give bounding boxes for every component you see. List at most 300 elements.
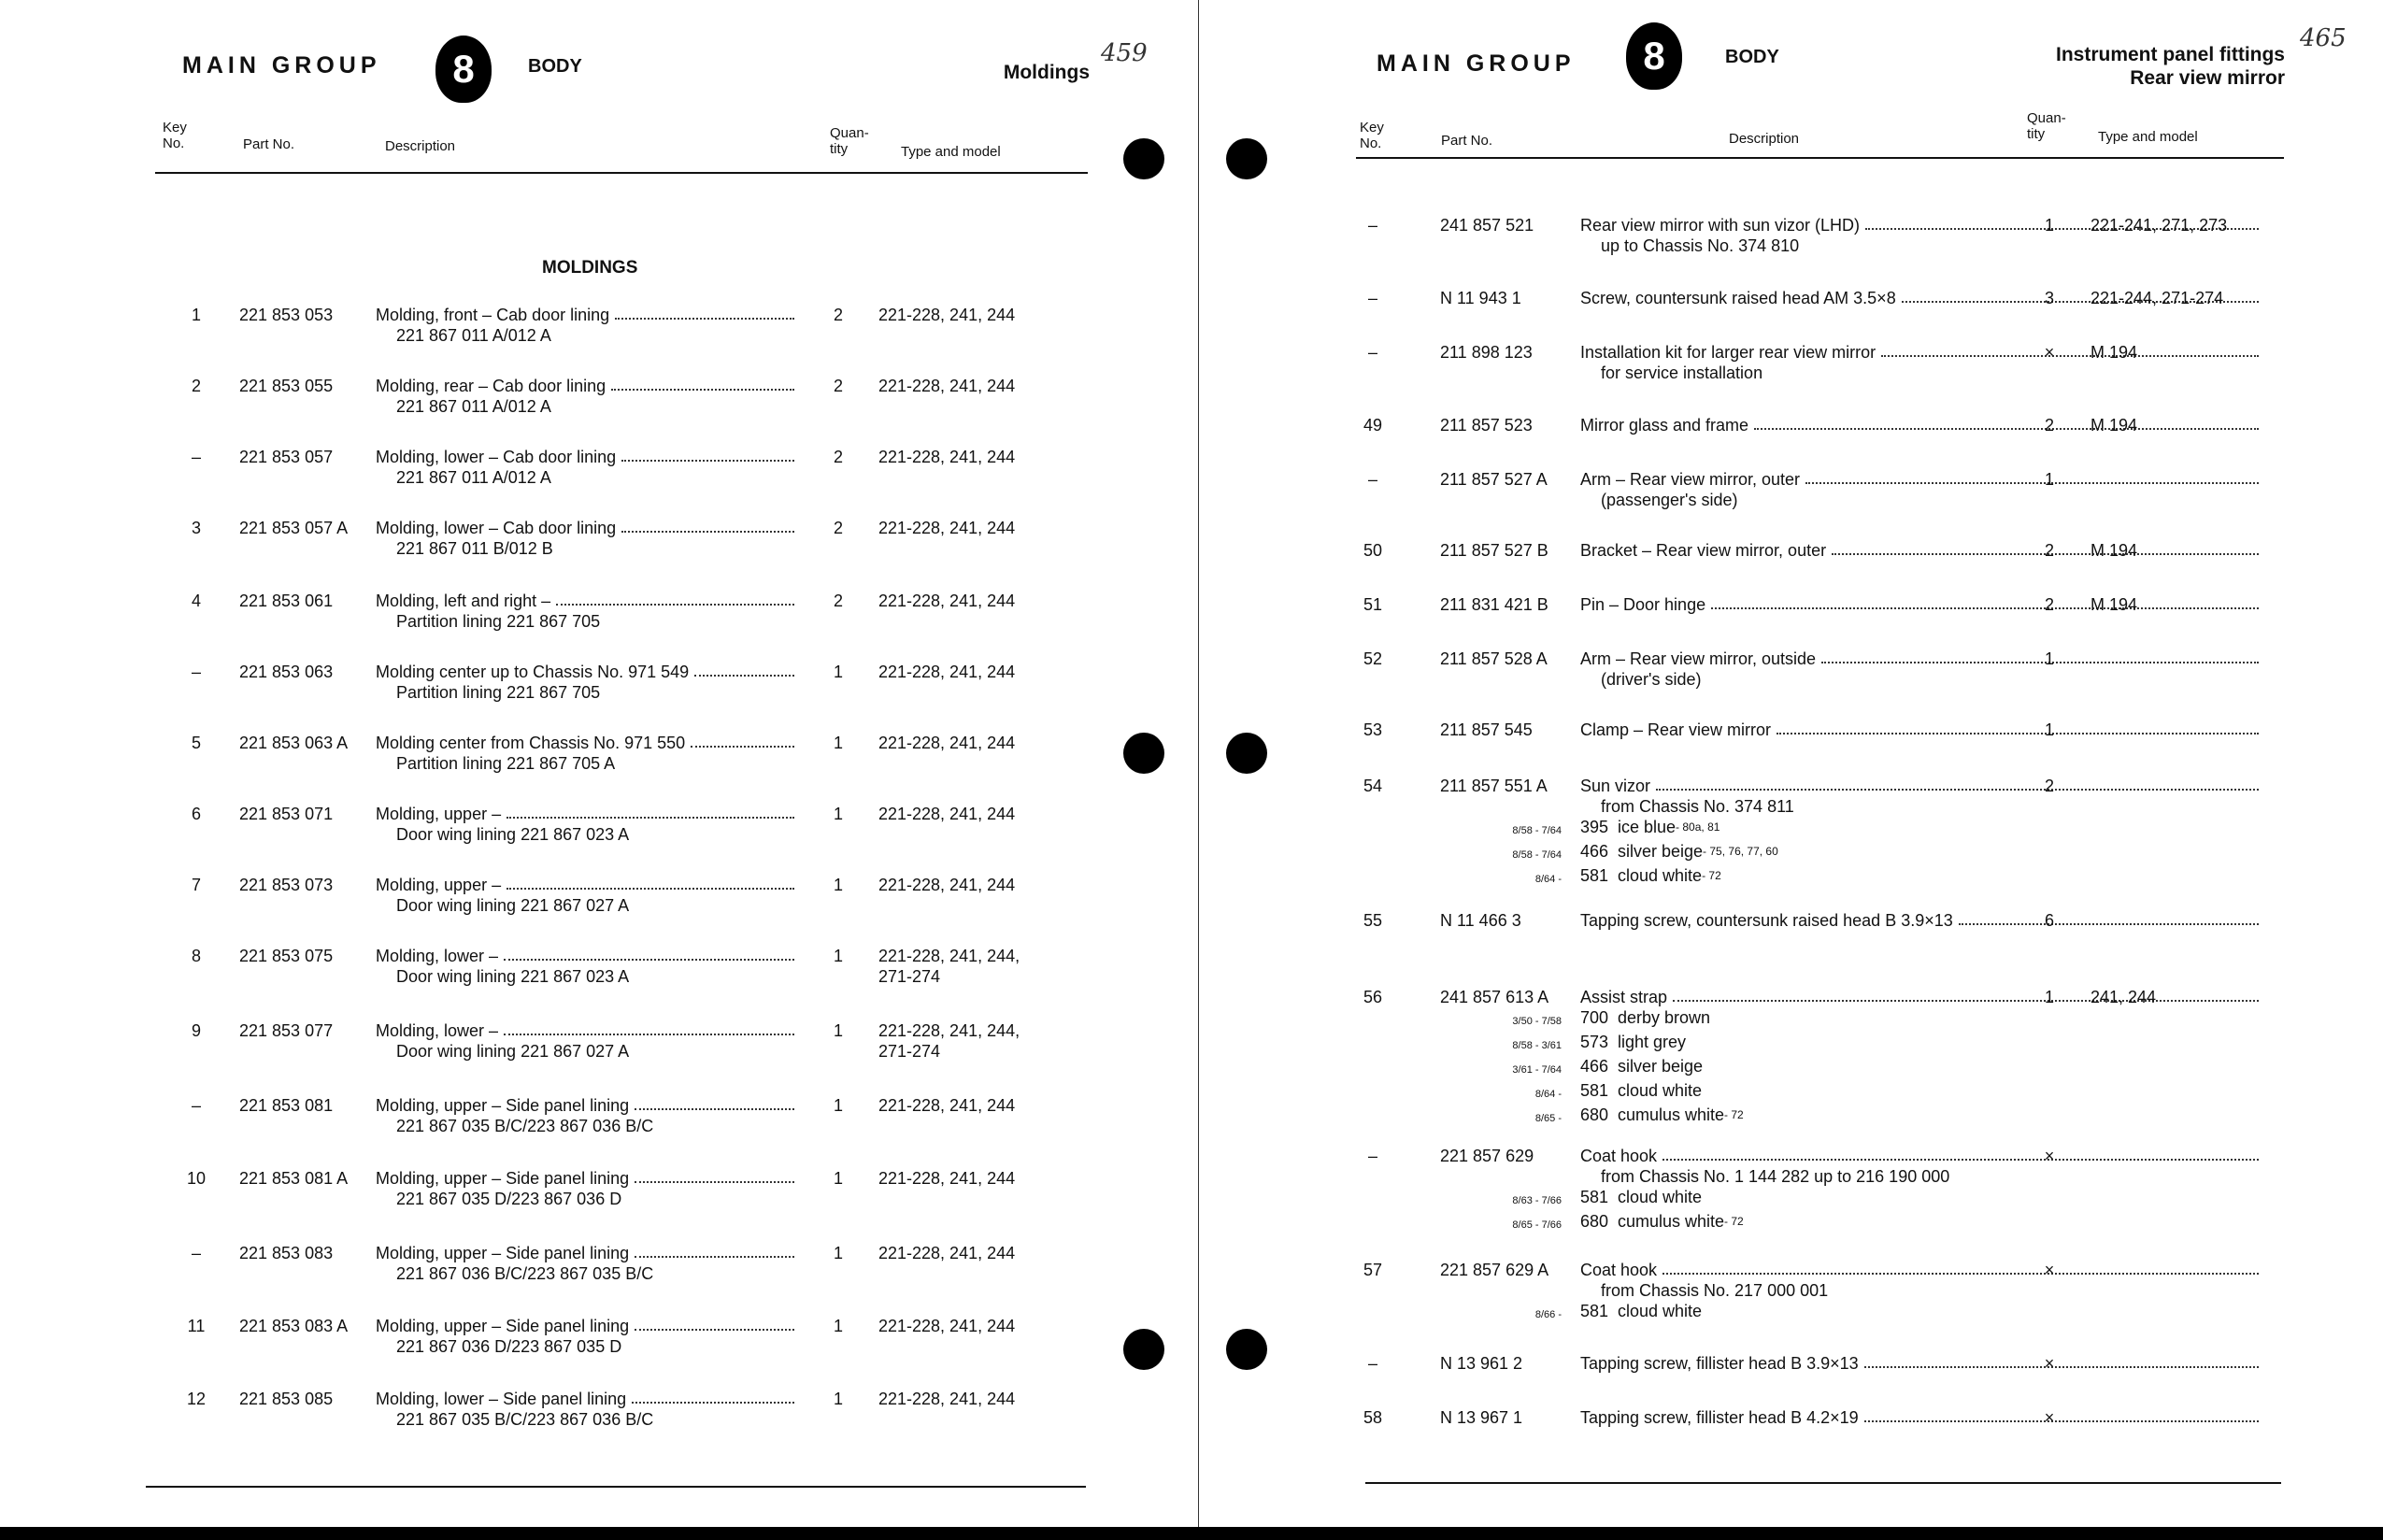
description-text: Tapping screw, fillister head B 4.2×19	[1580, 1408, 1859, 1427]
type-model-line: M 194	[2090, 416, 2138, 435]
variant-color-code: 466	[1580, 1057, 1609, 1076]
section-title-line2: Rear view mirror	[2130, 67, 2285, 89]
quantity: 1	[833, 1390, 843, 1408]
dot-leader	[615, 305, 794, 320]
description	[1580, 1353, 2262, 1374]
part-number: 211 857 528 A	[1440, 649, 1548, 668]
header-quantity: Quan- tity	[830, 125, 869, 157]
description-subline: 221 867 011 A/012 A	[396, 397, 551, 416]
description-text: Molding, upper – Side panel lining	[376, 1169, 630, 1188]
description	[376, 662, 798, 703]
header-description: Description	[1729, 131, 1800, 147]
quantity: 1	[833, 734, 843, 752]
description-text: Molding, upper – Side panel lining	[376, 1317, 630, 1335]
description-text: Molding, lower – Side panel lining	[376, 1390, 627, 1408]
key-number: 6	[191, 805, 201, 823]
quantity: 1	[833, 663, 843, 681]
quantity: 2	[2044, 595, 2054, 614]
key-number: 1	[191, 306, 201, 324]
part-number: 221 857 629	[1440, 1147, 1534, 1165]
part-number: 211 831 421 B	[1440, 595, 1548, 614]
variant-model-suffix: - 80a, 81	[1676, 820, 1720, 834]
part-number: 211 857 545	[1440, 720, 1533, 739]
description-subline: Partition lining 221 867 705 A	[396, 754, 616, 773]
type-model-line: 221-228, 241, 244	[878, 1169, 1016, 1188]
description-subline: 221 867 035 B/C/223 867 036 B/C	[396, 1410, 654, 1429]
dot-leader	[556, 591, 794, 606]
key-number: –	[1367, 1147, 1377, 1165]
key-number: –	[1367, 343, 1377, 362]
type-and-model	[878, 1095, 1015, 1116]
color-variants	[1440, 817, 1778, 890]
variant-color-name: cloud white	[1618, 1302, 1703, 1320]
description-text: Mirror glass and frame	[1580, 416, 1749, 435]
description-text: Coat hook	[1580, 1261, 1658, 1279]
description	[376, 1243, 798, 1284]
description	[1580, 649, 2262, 690]
dot-leader	[621, 447, 794, 462]
description-text: Molding center up to Chassis No. 971 549	[376, 663, 690, 681]
quantity: 2	[833, 306, 843, 324]
type-and-model	[878, 305, 1015, 325]
footer-rule	[146, 1486, 1086, 1488]
part-number: 211 857 527 A	[1440, 470, 1548, 489]
description	[1580, 910, 2262, 931]
dot-leader	[1959, 910, 2259, 925]
binder-hole	[1123, 1329, 1164, 1370]
description-subline: 221 867 035 D/223 867 036 D	[396, 1190, 622, 1208]
type-model-line: 221-228, 241, 244,	[878, 1021, 1020, 1040]
description-subline: 221 867 036 B/C/223 867 035 B/C	[396, 1264, 654, 1283]
variant-date-range: 8/66 -	[1534, 1309, 1562, 1320]
color-variants	[1440, 1301, 1702, 1325]
key-number: –	[1367, 1354, 1377, 1373]
description-subline: 221 867 011 A/012 A	[396, 468, 551, 487]
description	[1580, 594, 2262, 615]
description-subline: (driver's side)	[1601, 670, 1702, 689]
description-subline: Door wing lining 221 867 027 A	[396, 1042, 630, 1061]
description-text: Coat hook	[1580, 1147, 1658, 1165]
quantity: 6	[2044, 911, 2054, 930]
type-and-model	[2090, 288, 2223, 308]
type-and-model	[878, 447, 1015, 467]
binder-hole	[1226, 138, 1267, 179]
part-number: 221 853 063	[239, 663, 334, 681]
type-model-line: M 194	[2090, 343, 2138, 362]
color-variant-row	[1440, 865, 1778, 890]
description	[1580, 469, 2262, 510]
dot-leader	[611, 376, 794, 391]
description-subline: (passenger's side)	[1601, 491, 1738, 509]
left-page	[0, 0, 1198, 1529]
part-number: 221 853 057 A	[239, 519, 349, 537]
section-title-line1: Instrument panel fittings	[2055, 44, 2285, 65]
quantity: 1	[833, 947, 843, 965]
variant-color-code: 395	[1580, 818, 1609, 836]
quantity: 1	[833, 1096, 843, 1115]
type-model-line: 221-228, 241, 244	[878, 1317, 1016, 1335]
dot-leader	[635, 1095, 794, 1110]
part-number: 221 853 085	[239, 1390, 334, 1408]
dot-leader	[507, 875, 794, 890]
variant-color-name: cumulus white	[1618, 1212, 1725, 1231]
type-model-line: 221-228, 241, 244	[878, 306, 1016, 324]
description-text: Clamp – Rear view mirror	[1580, 720, 1772, 739]
color-variant-row	[1440, 817, 1778, 841]
variant-date-range: 8/64 -	[1534, 874, 1562, 885]
key-number: 11	[187, 1317, 206, 1335]
variant-date-range: 8/58 - 7/64	[1512, 849, 1562, 861]
handwritten-page-note: 465	[2300, 24, 2347, 52]
quantity: ×	[2044, 1261, 2055, 1279]
type-and-model	[878, 591, 1015, 611]
description-text: Molding center from Chassis No. 971 550	[376, 734, 686, 752]
part-number: 211 857 523	[1440, 416, 1533, 435]
dot-leader	[1673, 987, 2259, 1002]
description-subline: 221 867 011 A/012 A	[396, 326, 551, 345]
quantity: 1	[2044, 720, 2054, 739]
header-part-no: Part No.	[1441, 133, 1493, 149]
key-number: –	[191, 1244, 201, 1262]
type-and-model	[2090, 415, 2137, 435]
part-number: N 11 466 3	[1440, 911, 1521, 930]
description-subline: Partition lining 221 867 705	[396, 683, 601, 702]
type-and-model	[878, 946, 1020, 987]
description	[376, 1316, 798, 1357]
description-subline: from Chassis No. 374 811	[1601, 797, 1794, 816]
key-number: –	[1367, 216, 1377, 235]
type-and-model	[878, 1168, 1015, 1189]
type-model-line: 241, 244	[2090, 988, 2157, 1006]
part-number: N 11 943 1	[1440, 289, 1521, 307]
variant-color-name: ice blue	[1618, 818, 1677, 836]
variant-date-range: 8/65 -	[1534, 1113, 1562, 1124]
dot-leader	[1656, 776, 2259, 791]
header-rule	[1356, 157, 2284, 159]
variant-color-code: 700	[1580, 1008, 1609, 1027]
type-and-model	[878, 1389, 1015, 1409]
quantity: 2	[2044, 541, 2054, 560]
dot-leader	[694, 662, 794, 677]
group-number-badge: 8	[1626, 22, 1682, 90]
key-number: –	[1367, 289, 1377, 307]
description-text: Pin – Door hinge	[1580, 595, 1706, 614]
dot-leader	[635, 1243, 794, 1258]
type-and-model	[878, 1316, 1015, 1336]
type-model-line: 221-228, 241, 244	[878, 519, 1016, 537]
key-number: 54	[1363, 777, 1383, 795]
description-subline: Door wing lining 221 867 027 A	[396, 896, 630, 915]
variant-model-suffix: - 72	[1702, 869, 1721, 882]
part-number: 221 853 057	[239, 448, 334, 466]
type-model-line: 221-228, 241, 244	[878, 1244, 1016, 1262]
description-subline: for service installation	[1601, 364, 1763, 382]
dot-leader	[504, 1020, 794, 1035]
header-type-model: Type and model	[901, 144, 1001, 160]
description-text: Molding, lower – Cab door lining	[376, 519, 617, 537]
header-description: Description	[385, 138, 456, 154]
color-variant-row	[1440, 1211, 1744, 1235]
part-number: 211 857 551 A	[1440, 777, 1548, 795]
description-text: Molding, upper –	[376, 805, 502, 823]
main-group-label: MAIN GROUP	[182, 52, 381, 78]
description-subline: up to Chassis No. 374 810	[1601, 236, 1800, 255]
dot-leader	[635, 1316, 794, 1331]
type-model-line: 271-274	[878, 967, 941, 986]
description	[376, 733, 798, 774]
variant-color-code: 573	[1580, 1033, 1609, 1051]
key-number: 55	[1363, 911, 1383, 930]
dot-leader	[635, 1168, 794, 1183]
description-subline: 221 867 011 B/012 B	[396, 539, 553, 558]
quantity: 2	[2044, 777, 2054, 795]
description-subline: Door wing lining 221 867 023 A	[396, 967, 630, 986]
dot-leader	[1805, 469, 2259, 484]
color-variant-row	[1440, 1187, 1744, 1211]
dot-leader	[1864, 1407, 2259, 1422]
description-text: Bracket – Rear view mirror, outer	[1580, 541, 1827, 560]
moldings-subheading: MOLDINGS	[542, 258, 638, 278]
variant-color-code: 466	[1580, 842, 1609, 861]
color-variant-row	[1440, 1032, 1744, 1056]
type-model-line: 221-241, 271, 273	[2090, 216, 2228, 235]
key-number: 7	[191, 876, 201, 894]
type-model-line: 271-274	[878, 1042, 941, 1061]
quantity: ×	[2044, 1408, 2055, 1427]
type-model-line: M 194	[2090, 541, 2138, 560]
header-part-no: Part No.	[243, 136, 295, 152]
description-text: Molding, rear – Cab door lining	[376, 377, 606, 395]
color-variants	[1440, 1007, 1744, 1129]
type-and-model	[878, 1243, 1015, 1263]
binder-hole	[1123, 733, 1164, 774]
description-subline: 221 867 035 B/C/223 867 036 B/C	[396, 1117, 654, 1135]
part-number: 221 853 075	[239, 947, 334, 965]
type-and-model	[2090, 987, 2156, 1007]
color-variant-row	[1440, 841, 1778, 865]
description-text: Rear view mirror with sun vizor (LHD)	[1580, 216, 1861, 235]
dot-leader	[1864, 1353, 2259, 1368]
description-text: Sun vizor	[1580, 777, 1651, 795]
type-and-model	[2090, 215, 2227, 235]
key-number: –	[1367, 470, 1377, 489]
type-model-line: 221-228, 241, 244,	[878, 947, 1020, 965]
type-and-model	[878, 804, 1015, 824]
description	[376, 1168, 798, 1209]
description	[376, 518, 798, 559]
variant-date-range: 8/58 - 3/61	[1512, 1040, 1562, 1051]
part-number: 211 898 123	[1440, 343, 1533, 362]
key-number: 52	[1363, 649, 1383, 668]
part-number: 221 853 083 A	[239, 1317, 349, 1335]
description	[1580, 720, 2262, 740]
quantity: 1	[2044, 470, 2054, 489]
quantity: ×	[2044, 1147, 2055, 1165]
type-model-line: 221-228, 241, 244	[878, 592, 1016, 610]
description	[376, 804, 798, 845]
key-number: 53	[1363, 720, 1383, 739]
type-and-model	[878, 1020, 1020, 1062]
color-variants	[1440, 1187, 1744, 1235]
section-title	[2056, 43, 2285, 90]
key-number: 2	[191, 377, 201, 395]
description-text: Installation kit for larger rear view mirror	[1580, 343, 1876, 362]
quantity: 1	[2044, 216, 2054, 235]
variant-color-code: 581	[1580, 1302, 1609, 1320]
description	[1580, 1407, 2262, 1428]
dot-leader	[621, 518, 794, 533]
key-number: –	[191, 663, 201, 681]
description	[376, 1389, 798, 1430]
description-subline: 221 867 036 D/223 867 035 D	[396, 1337, 622, 1356]
key-number: 49	[1363, 416, 1383, 435]
key-number: –	[191, 1096, 201, 1115]
description	[376, 591, 798, 632]
description-text: Tapping screw, fillister head B 3.9×13	[1580, 1354, 1859, 1373]
quantity: 1	[833, 1244, 843, 1262]
variant-color-name: silver beige	[1618, 1057, 1704, 1076]
quantity: 2	[833, 448, 843, 466]
variant-date-range: 8/64 -	[1534, 1089, 1562, 1100]
description	[1580, 1146, 2262, 1187]
color-variant-row	[1440, 1105, 1744, 1129]
description	[1580, 987, 2262, 1007]
key-number: 51	[1363, 595, 1383, 614]
variant-model-suffix: - 72	[1724, 1108, 1744, 1121]
description-subline: from Chassis No. 1 144 282 up to 216 190 000	[1601, 1167, 1950, 1186]
description-text: Molding, upper –	[376, 876, 502, 894]
body-label: BODY	[528, 56, 582, 77]
binder-hole	[1123, 138, 1164, 179]
description	[376, 1095, 798, 1136]
type-model-line: 221-228, 241, 244	[878, 805, 1016, 823]
part-number: 221 853 053	[239, 306, 334, 324]
variant-color-name: cloud white	[1618, 866, 1703, 885]
part-number: 241 857 521	[1440, 216, 1534, 235]
description	[1580, 540, 2262, 561]
handwritten-page-note: 459	[1101, 39, 1148, 67]
description-subline: Door wing lining 221 867 023 A	[396, 825, 630, 844]
variant-model-suffix: - 75, 76, 77, 60	[1703, 845, 1778, 858]
color-variant-row	[1440, 1007, 1744, 1032]
key-number: 9	[191, 1021, 201, 1040]
variant-color-name: silver beige	[1618, 842, 1704, 861]
description	[376, 875, 798, 916]
variant-date-range: 8/63 - 7/66	[1512, 1195, 1562, 1206]
variant-color-code: 680	[1580, 1212, 1609, 1231]
type-model-line: 221-228, 241, 244	[878, 663, 1016, 681]
type-and-model	[878, 733, 1015, 753]
description-text: Arm – Rear view mirror, outside	[1580, 649, 1817, 668]
dot-leader	[691, 733, 794, 748]
description-subline: Partition lining 221 867 705	[396, 612, 601, 631]
quantity: ×	[2044, 343, 2055, 362]
description-text: Molding, upper – Side panel lining	[376, 1096, 630, 1115]
quantity: 1	[833, 1021, 843, 1040]
scan-bottom-edge	[0, 1527, 2383, 1540]
type-and-model	[2090, 594, 2137, 615]
description-text: Tapping screw, countersunk raised head B 3.9×13	[1580, 911, 1953, 930]
dot-leader	[1754, 415, 2259, 430]
part-number: N 13 967 1	[1440, 1408, 1523, 1427]
part-number: 221 853 083	[239, 1244, 334, 1262]
part-number: 221 853 081 A	[239, 1169, 349, 1188]
header-quantity: Quan- tity	[2027, 110, 2066, 142]
description-text: Molding, lower –	[376, 1021, 499, 1040]
quantity: 1	[2044, 988, 2054, 1006]
quantity: 2	[2044, 416, 2054, 435]
quantity: ×	[2044, 1354, 2055, 1373]
part-number: 221 853 061	[239, 592, 334, 610]
dot-leader	[1711, 594, 2259, 609]
key-number: 5	[191, 734, 201, 752]
part-number: 221 853 055	[239, 377, 334, 395]
type-and-model	[2090, 540, 2137, 561]
key-number: 56	[1363, 988, 1383, 1006]
key-number: 3	[191, 519, 201, 537]
description	[1580, 1260, 2262, 1301]
color-variant-row	[1440, 1056, 1744, 1080]
description	[376, 447, 798, 488]
variant-date-range: 8/65 - 7/66	[1512, 1219, 1562, 1231]
type-model-line: 221-228, 241, 244	[878, 377, 1016, 395]
description	[1580, 776, 2262, 817]
header-rule	[155, 172, 1088, 174]
color-variant-row	[1440, 1080, 1744, 1105]
description-subline: from Chassis No. 217 000 001	[1601, 1281, 1829, 1300]
quantity: 1	[2044, 649, 2054, 668]
variant-date-range: 3/61 - 7/64	[1512, 1064, 1562, 1076]
description-text: Assist strap	[1580, 988, 1668, 1006]
variant-color-code: 680	[1580, 1105, 1609, 1124]
type-model-line: 221-228, 241, 244	[878, 1096, 1016, 1115]
header-key-no: Key No.	[163, 120, 187, 151]
description	[376, 305, 798, 346]
type-and-model	[2090, 342, 2137, 363]
key-number: 58	[1363, 1408, 1383, 1427]
dot-leader	[1662, 1260, 2259, 1275]
type-model-line: 221-228, 241, 244	[878, 876, 1016, 894]
color-variant-row	[1440, 1301, 1702, 1325]
main-group-label: MAIN GROUP	[1377, 50, 1576, 77]
footer-rule	[1365, 1482, 2281, 1484]
description	[1580, 342, 2262, 383]
type-and-model	[878, 376, 1015, 396]
description	[376, 1020, 798, 1062]
description	[1580, 415, 2262, 435]
quantity: 2	[833, 519, 843, 537]
key-number: 12	[186, 1390, 207, 1408]
type-and-model	[878, 875, 1015, 895]
part-number: 221 853 077	[239, 1021, 334, 1040]
right-page	[1199, 0, 2383, 1529]
dot-leader	[632, 1389, 794, 1404]
variant-color-name: cloud white	[1618, 1081, 1703, 1100]
part-number: 221 853 071	[239, 805, 334, 823]
quantity: 1	[833, 876, 843, 894]
key-number: 10	[186, 1169, 207, 1188]
dot-leader	[1662, 1146, 2259, 1161]
variant-color-name: light grey	[1618, 1033, 1687, 1051]
body-label: BODY	[1725, 47, 1779, 67]
dot-leader	[507, 804, 794, 819]
dot-leader	[1777, 720, 2259, 734]
variant-color-code: 581	[1580, 1188, 1609, 1206]
description	[376, 946, 798, 987]
part-number: 221 853 063 A	[239, 734, 349, 752]
description-text: Molding, left and right –	[376, 592, 551, 610]
variant-color-name: cloud white	[1618, 1188, 1703, 1206]
